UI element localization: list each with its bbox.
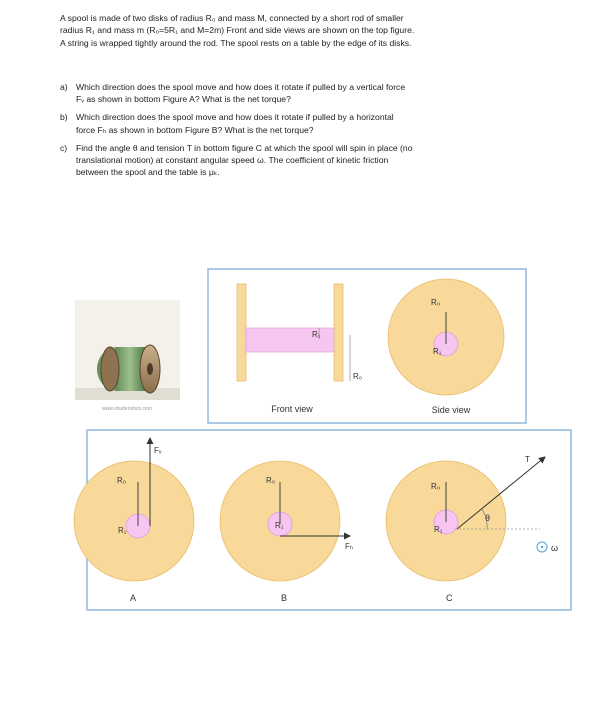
question-c-line-1: Find the angle θ and tension T in bottom figure C at which the spool will spin in place (no	[76, 142, 413, 153]
side-view-label: Side view	[431, 405, 471, 415]
question-b-line-2: force Fₕ as shown in bottom Figure B? What is the net torque?	[76, 124, 314, 135]
b-label: B	[281, 593, 288, 603]
figure-b	[220, 461, 353, 603]
c-angle-label: θ	[485, 513, 491, 523]
side-r0-label: R₀	[431, 298, 441, 307]
question-c-label: c)	[60, 142, 68, 153]
front-view	[237, 284, 362, 414]
question-b-label: b)	[60, 112, 68, 123]
question-a-line-1: Which direction does the spool move and how does it rotate if pulled by a vertical force	[76, 82, 406, 92]
intro-line-1: A spool is made of two disks of radius R₀ and mass M, connected by a short rod of smaller	[60, 13, 404, 23]
side-view	[388, 279, 504, 415]
omega-indicator	[537, 542, 558, 553]
question-c-line-3: between the spool and the table is μₖ.	[76, 167, 220, 178]
spool-photo	[75, 300, 180, 412]
front-r1-label: R₁	[312, 330, 321, 339]
photo-spool-flange-left	[101, 347, 119, 391]
question-a-line-2: Fᵥ as shown in bottom Figure A? What is the net torque?	[76, 94, 291, 105]
a-label: A	[130, 593, 137, 603]
omega-label: ω	[551, 543, 559, 553]
figure-a	[74, 438, 194, 603]
c-r0-label: R₀	[431, 482, 441, 491]
question-c-line-2: translational motion) at constant angular speed ω. The coefficient of kinetic friction	[76, 155, 389, 166]
intro-line-3: A string is wrapped tightly around the rod. The spool rests on a table by the edge of its disks.	[60, 37, 412, 48]
intro-line-2: radius R₁ and mass m (R₀=5R₁ and M=2m) Front and side views are shown on the top figure.	[60, 25, 415, 36]
photo-caption: www.shutterstock.com	[102, 406, 152, 412]
b-force-label: Fₕ	[345, 542, 354, 551]
side-r1-label: R₁	[433, 347, 442, 356]
front-r0-label: R₀	[353, 372, 363, 381]
a-r1-label: R₁	[118, 526, 127, 535]
front-disk-left	[237, 284, 246, 381]
figure-c	[386, 455, 545, 603]
a-r0-label: R₀	[117, 476, 127, 485]
c-label: C	[446, 593, 453, 603]
question-b-line-1: Which direction does the spool move and how does it rotate if pulled by a horizontal	[76, 112, 394, 123]
c-tension-label: T	[525, 455, 530, 464]
front-disk-right	[334, 284, 343, 381]
b-r1-label: R₁	[275, 521, 284, 530]
a-force-label: Fᵥ	[154, 446, 162, 455]
b-r0-label: R₀	[266, 476, 276, 485]
c-r1-label: R₁	[434, 525, 443, 534]
question-a-label: a)	[60, 82, 68, 92]
front-rod	[246, 328, 334, 352]
front-view-label: Front view	[271, 404, 313, 414]
